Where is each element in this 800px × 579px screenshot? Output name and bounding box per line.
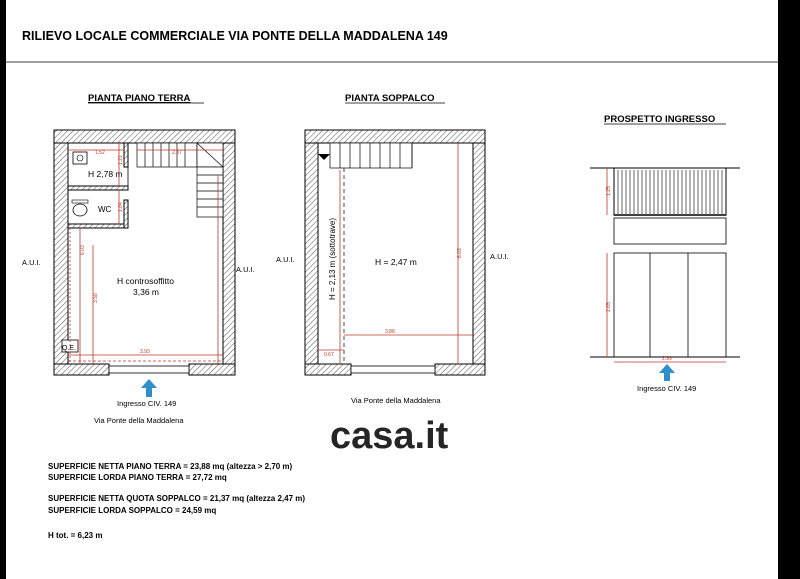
aui-right-label-2: A.U.I. (490, 252, 509, 261)
dim-1-04: 1.04 (118, 202, 124, 212)
entrance-threshold (109, 366, 189, 373)
elev-dim-1-25: 1.25 (606, 186, 612, 196)
entrance-label: Ingresso CIV. 149 (117, 399, 177, 408)
elevation-heading: PROSPETTO INGRESSO (604, 114, 716, 125)
wall-top (54, 130, 235, 143)
door-frame (614, 253, 726, 357)
bath-height-label: H 2,78 m (88, 169, 123, 179)
partition-bath-bottom (68, 224, 128, 228)
summary-line-3: SUPERFICIE NETTA QUOTA SOPPALCO = 21,37 mq (altezza 2,47 m) (48, 494, 306, 503)
mezz-stairs-icon (330, 143, 412, 168)
wall-bottom-left (54, 364, 109, 375)
room-height-label-1: H controsoffitto (117, 276, 175, 286)
mezz-height-label: H = 2,47 m (375, 257, 417, 267)
mezz-threshold (351, 366, 435, 373)
aui-left-label-1: A.U.I. (22, 258, 41, 267)
partition-bath-top (68, 186, 128, 190)
street-label: Via Ponte della Maddalena (94, 416, 184, 425)
dim-1-21: 1.21 (118, 155, 124, 165)
lintel (614, 218, 726, 244)
mezz-wall-left (305, 130, 318, 375)
elev-dim-2-65: 2.65 (606, 302, 612, 312)
wc-label: WC (98, 205, 112, 214)
ground-floor-heading: PIANTA PIANO TERRA (88, 93, 191, 104)
page-title: RILIEVO LOCALE COMMERCIALE VIA PONTE DELLA MADDALENA 149 (22, 29, 448, 43)
partition-bath-side (124, 143, 128, 167)
elevation-entrance-label: Ingresso CIV. 149 (637, 384, 697, 393)
mezz-wall-bottom-left (305, 364, 351, 375)
aui-left-label-2: A.U.I. (276, 255, 295, 264)
sink-icon (73, 152, 87, 164)
dim-3-93: 3.93 (140, 349, 150, 355)
toilet-icon (73, 204, 87, 216)
mezz-dim-3-88: 3.88 (385, 329, 395, 335)
summary-line-4: SUPERFICIE LORDA SOPPALCO = 24,59 mq (48, 506, 217, 515)
wall-right (223, 130, 235, 375)
mezz-wall-right (473, 130, 485, 375)
summary-line-1: SUPERFICIE NETTA PIANO TERRA = 23,88 mq (altezza > 2,70 m) (48, 462, 293, 471)
mezzanine-heading: PIANTA SOPPALCO (345, 93, 435, 104)
partition-bath-side-2 (124, 200, 128, 228)
dim-3-58: 3.58 (93, 293, 99, 303)
wall-left (54, 130, 68, 375)
mezz-dim-6-03: 6.03 (457, 248, 463, 258)
mezz-wall-top (305, 130, 485, 143)
qe-label: Q.E. (62, 345, 77, 352)
summary-line-2: SUPERFICIE LORDA PIANO TERRA = 27,72 mq (48, 473, 227, 482)
dim-6-03: 6.03 (80, 245, 86, 255)
elev-dim-2-99: 2.99 (662, 356, 672, 362)
wall-bottom-right (189, 364, 235, 375)
beam-height-label: H = 2,13 m (sottotrave) (328, 217, 337, 300)
mezz-street-label: Via Ponte della Maddalena (351, 396, 441, 405)
dim-1-52: 1.52 (95, 150, 105, 156)
summary-line-5: H tot. = 6,23 m (48, 531, 103, 540)
room-height-label-2: 3,36 m (133, 287, 159, 297)
watermark-logo: casa.it (330, 415, 449, 457)
aui-right-label-1: A.U.I. (236, 265, 255, 274)
mezz-dim-0-67: 0.67 (324, 352, 334, 358)
mezz-wall-bottom-right (435, 364, 485, 375)
dim-2-37: 2.37 (172, 150, 182, 156)
